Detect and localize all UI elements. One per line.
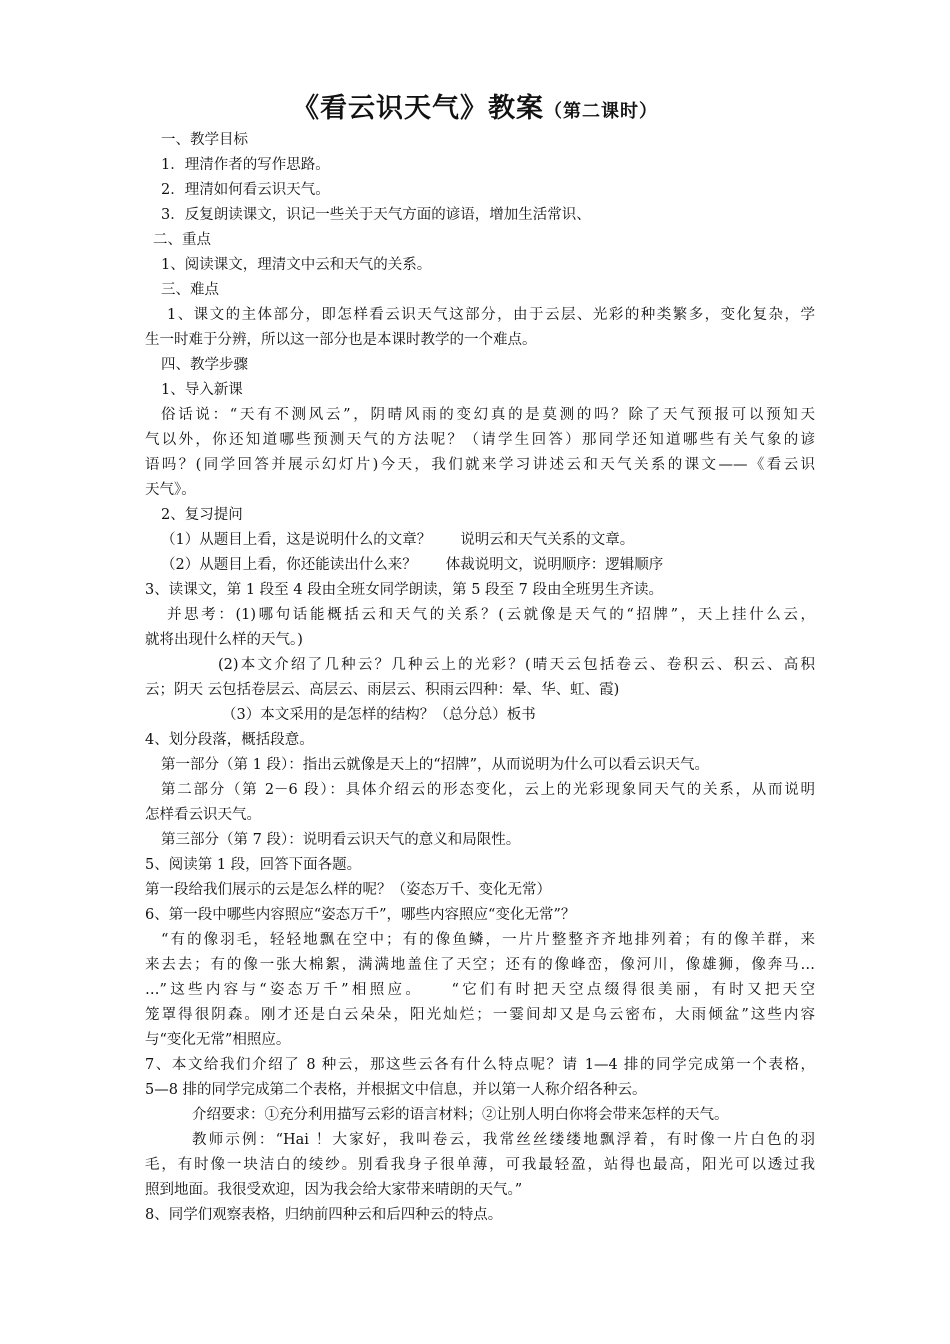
heading-steps: 四、教学步骤 (161, 357, 248, 373)
step-heading: 4、划分段落，概括段意。 (145, 732, 314, 748)
paragraph-line: 5—8 排的同学完成第二个表格，并根据文中信息，并以第一人称介绍各种云。 (145, 1082, 647, 1098)
paragraph-line: 天气》。 (145, 482, 196, 498)
paragraph-line: 生一时难于分辨，所以这一部分也是本课时教学的一个难点。 (145, 332, 537, 348)
paragraph-line: 教师示例：“Hai ！大家好，我叫卷云，我常丝丝缕缕地飘浮着，有时像一片白色的羽 (192, 1132, 815, 1148)
heading-goals: 一、教学目标 (161, 132, 248, 148)
paragraph-line: …”这些内容与“姿态万千”相照应。 “它们有时把天空点缀得很美丽，有时又把天空 (145, 982, 815, 998)
step-heading: 7、本文给我们介绍了 8 种云，那这些云各有什么特点呢？请 1—4 排的同学完成第一个表格， (145, 1057, 815, 1073)
paragraph-line: 毛，有时像一块洁白的绫纱。别看我身子很单薄，可我最轻盈，站得也最高，阳光可以透过我 (145, 1157, 815, 1173)
paragraph-line: 来去去；有的像一张大棉絮，满满地盖住了天空；还有的像峰峦，像河川，像雄狮，像奔马… (145, 957, 815, 973)
step-heading: 8、同学们观察表格，归纳前四种云和后四种云的特点。 (145, 1207, 503, 1223)
paragraph-line: 并思考：(1)哪句话能概括云和天气的关系？(云就像是天气的“招牌”，天上挂什么云， (167, 607, 815, 623)
heading-key-points: 二、重点 (153, 232, 211, 248)
step-heading: 2、复习提问 (161, 507, 243, 523)
step-heading: 5、阅读第 1 段，回答下面各题。 (145, 857, 362, 873)
paragraph-line: 就将出现什么样的天气。) (145, 632, 303, 648)
paragraph-line: 笼罩得很阴森。刚才还是白云朵朵，阳光灿烂；一霎间却又是乌云密布，大雨倾盆”这些内容 (145, 1007, 815, 1023)
paragraph-line: （3）本文采用的是怎样的结构？（总分总）板书 (222, 707, 536, 723)
step-heading: 1、导入新课 (161, 382, 243, 398)
paragraph-line: 第一段给我们展示的云是怎么样的呢？（姿态万千、变化无常） (145, 882, 551, 898)
step-heading: 3、读课文，第 1 段至 4 段由全班女同学朗读，第 5 段至 7 段由全班男生齐读。 (145, 582, 663, 598)
key-point-1: 1、阅读课文，理清文中云和天气的关系。 (161, 257, 432, 273)
paragraph-line: 第三部分（第 7 段）：说明看云识天气的意义和局限性。 (161, 832, 521, 848)
paragraph-line: 第一部分（第 1 段）：指出云就像是天上的“招牌”，从而说明为什么可以看云识天气。 (161, 757, 710, 773)
paragraph-line: 与“变化无常”相照应。 (145, 1032, 291, 1048)
paragraph-line: 俗话说：“天有不测风云”，阴晴风雨的变幻真的是莫测的吗？除了天气预报可以预知天 (161, 407, 815, 423)
paragraph-line: 第二部分（第 2－6 段）：具体介绍云的形态变化，云上的光彩现象同天气的关系，从而说明 (161, 782, 815, 798)
goal-item-1: 1．理清作者的写作思路。 (161, 157, 330, 173)
question-line: （1）从题目上看，这是说明什么的文章？ 说明云和天气关系的文章。 (161, 532, 635, 548)
question-line: （2）从题目上看，你还能读出什么来？ 体裁说明文，说明顺序：逻辑顺序 (161, 557, 664, 573)
paragraph-line: 介绍要求：①充分利用描写云彩的语言材料；②让别人明白你将会带来怎样的天气。 (192, 1107, 729, 1123)
paragraph-line: 气以外，你还知道哪些预测天气的方法呢？（请学生回答）那同学还知道哪些有关气象的谚 (145, 432, 815, 448)
goal-item-2: 2．理清如何看云识天气。 (161, 182, 330, 198)
paragraph-line: 照到地面。我很受欢迎，因为我会给大家带来晴朗的天气。” (145, 1182, 523, 1198)
paragraph-line: “有的像羽毛，轻轻地飘在空中；有的像鱼鳞，一片片整整齐齐地排列着；有的像羊群，来 (161, 932, 815, 948)
paragraph-line: (2)本文介绍了几种云？几种云上的光彩？(晴天云包括卷云、卷积云、积云、高积 (218, 657, 815, 673)
title-suffix: （第二课时） (544, 101, 658, 122)
goal-item-3: 3．反复朗读课文，识记一些关于天气方面的谚语，增加生活常识、 (161, 207, 591, 223)
paragraph-line: 语吗？(同学回答并展示幻灯片)今天，我们就来学习讲述云和天气关系的课文——《看云识 (145, 457, 815, 473)
document-title (0, 86, 950, 125)
paragraph-line: 怎样看云识天气。 (145, 807, 261, 823)
heading-difficulties: 三、难点 (161, 282, 219, 298)
step-heading: 6、第一段中哪些内容照应“姿态万千”，哪些内容照应“变化无常”？ (145, 907, 576, 923)
paragraph-line: 云；阴天 云包括卷层云、高层云、雨层云、积雨云四种：晕、华、虹、霞) (145, 682, 620, 698)
paragraph-line: 1、课文的主体部分，即怎样看云识天气这部分，由于云层、光彩的种类繁多，变化复杂，学 (167, 307, 815, 323)
title-main: 《看云识天气》教案 (292, 93, 544, 124)
